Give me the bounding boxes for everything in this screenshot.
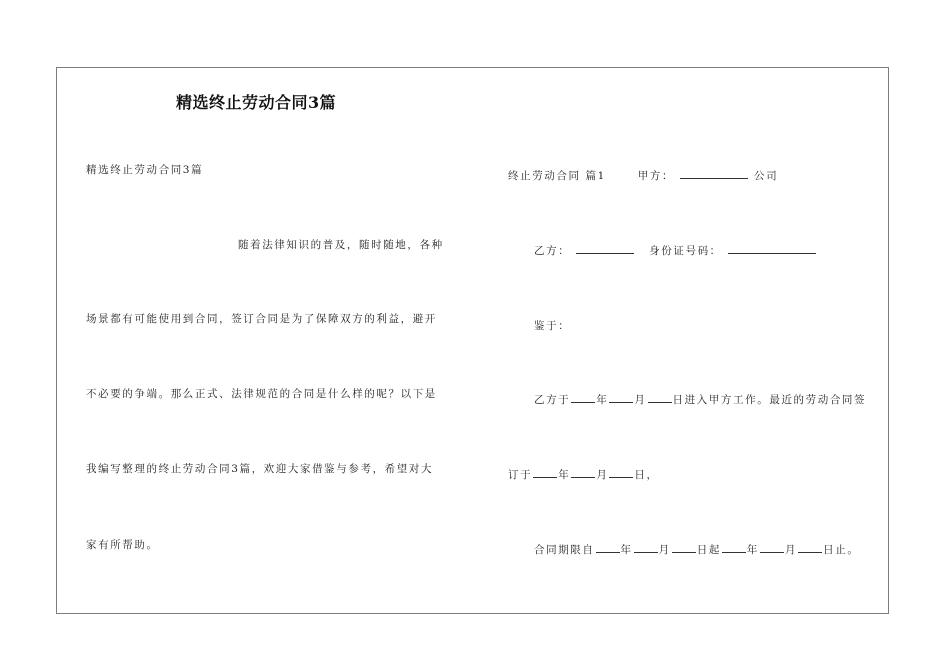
party-b-row	[534, 243, 817, 258]
left-line-4: 我编写整理的终止劳动合同3篇，欢迎大家借鉴与参考，希望对大	[86, 463, 434, 475]
blank	[760, 542, 784, 553]
contract-heading: 终止劳动合同 篇1	[508, 170, 606, 182]
blank	[672, 542, 696, 553]
id-label: 身份证号码：	[649, 245, 722, 257]
blank	[648, 392, 672, 403]
left-subtitle: 精选终止劳动合同3篇	[86, 164, 204, 176]
whereas-label: 鉴于：	[534, 320, 571, 332]
term-day-from: 日起	[696, 544, 721, 556]
contract-heading-row	[508, 168, 778, 183]
term-prefix: 合同期限自	[534, 544, 595, 556]
blank	[609, 392, 633, 403]
term-month-2: 月	[785, 544, 798, 556]
blank	[722, 542, 746, 553]
blank	[533, 467, 557, 478]
blank	[634, 542, 658, 553]
party-a-label: 甲方：	[637, 170, 675, 182]
party-a-blank	[680, 168, 748, 179]
left-line-3: 不必要的争端。那么正式、法律规范的合同是什么样的呢？以下是	[86, 388, 437, 400]
signed-day: 日，	[634, 469, 659, 481]
page-frame	[56, 67, 889, 614]
blank	[571, 467, 595, 478]
blank	[571, 392, 595, 403]
blank	[596, 542, 620, 553]
signed-row	[508, 467, 659, 482]
left-line-2: 场景都有可能使用到合同，签订合同是为了保障双方的利益，避开	[86, 313, 437, 325]
left-line-1: 随着法律知识的普及，随时随地，各种	[238, 239, 444, 251]
entry-month: 月	[634, 394, 647, 406]
left-line-5: 家有所帮助。	[86, 539, 159, 551]
term-row	[534, 542, 859, 557]
term-month: 月	[658, 544, 671, 556]
entry-year: 年	[596, 394, 609, 406]
page-title: 精选终止劳动合同3篇	[176, 93, 337, 112]
entry-day-text: 日进入甲方工作。最近的劳动合同签	[672, 394, 867, 406]
party-b-blank	[576, 243, 634, 254]
blank	[609, 467, 633, 478]
id-blank	[728, 243, 816, 254]
signed-month: 月	[596, 469, 609, 481]
term-day-to: 日止。	[823, 544, 860, 556]
signed-year: 年	[558, 469, 571, 481]
party-b-label: 乙方：	[534, 245, 571, 257]
signed-prefix: 订于	[508, 469, 533, 481]
blank	[798, 542, 822, 553]
entry-row	[534, 392, 866, 407]
party-a-suffix: 公司	[754, 170, 779, 182]
entry-prefix: 乙方于	[534, 394, 571, 406]
term-year-2: 年	[746, 544, 760, 556]
term-year: 年	[620, 544, 633, 556]
